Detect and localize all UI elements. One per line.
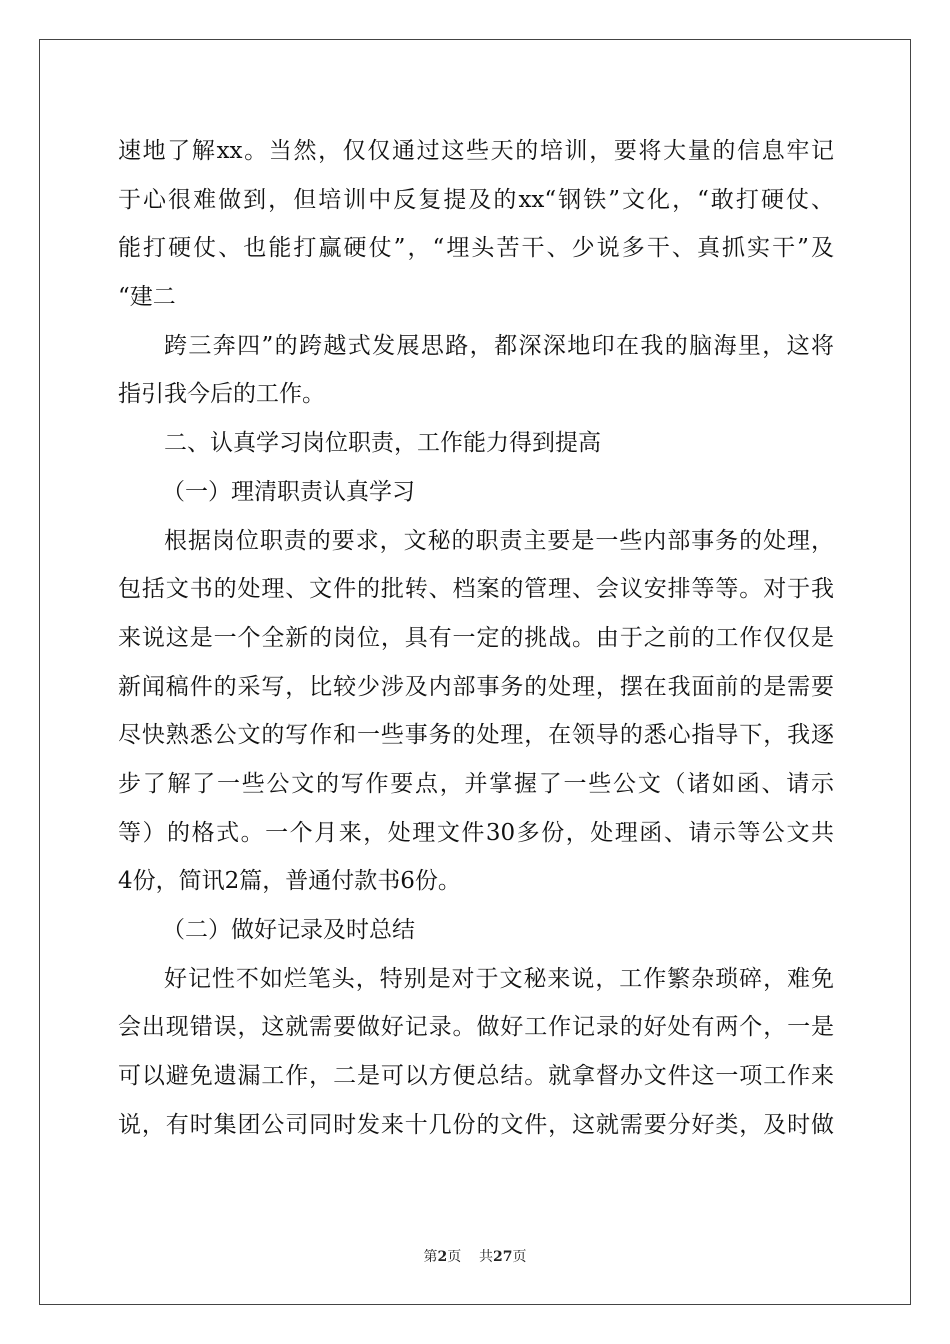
text-line: 可以避免遗漏工作，二是可以方便总结。就拿督办文件这一项工作来 xyxy=(118,1063,834,1090)
total-prefix: 共 xyxy=(479,1249,494,1265)
text-line: 会出现错误，这就需要做好记录。做好工作记录的好处有两个，一是 xyxy=(118,1014,834,1041)
subsection-heading: （一）理清职责认真学习 xyxy=(162,478,415,505)
text-line: 包括文书的处理、文件的批转、档案的管理、会议安排等等。对于我 xyxy=(118,576,834,603)
text-line: “建二 xyxy=(118,284,176,311)
text-line: 等）的格式。一个月来，处理文件30多份，处理函、请示等公文共 xyxy=(118,819,834,846)
text-line: 指引我今后的工作。 xyxy=(118,381,325,408)
text-line: 新闻稿件的采写，比较少涉及内部事务的处理，摆在我面前的是需要 xyxy=(118,673,834,700)
text-line: 于心很难做到，但培训中反复提及的xx“钢铁”文化，“敢打硬仗、 xyxy=(118,186,834,213)
text-line: 4份，简讯2篇，普通付款书6份。 xyxy=(118,868,461,895)
text-line: 跨三奔四”的跨越式发展思路，都深深地印在我的脑海里，这将 xyxy=(164,332,834,359)
text-line: 尽快熟悉公文的写作和一些事务的处理，在领导的悉心指导下，我逐 xyxy=(118,722,834,749)
text-line: 速地了解xx。当然，仅仅通过这些天的培训，要将大量的信息牢记 xyxy=(118,138,834,164)
document-body xyxy=(118,127,834,1149)
text-line: 步了解了一些公文的写作要点，并掌握了一些公文（诸如函、请示 xyxy=(118,770,834,797)
page-suffix: 页 xyxy=(447,1249,462,1265)
text-line: 好记性不如烂笔头，特别是对于文秘来说，工作繁杂琐碎，难免 xyxy=(164,965,834,992)
text-line: 根据岗位职责的要求，文秘的职责主要是一些内部事务的处理， xyxy=(164,527,834,554)
section-heading: 二、认真学习岗位职责，工作能力得到提高 xyxy=(164,430,601,457)
text-line: 来说这是一个全新的岗位，具有一定的挑战。由于之前的工作仅仅是 xyxy=(118,624,834,651)
subsection-heading: （二）做好记录及时总结 xyxy=(162,917,415,943)
page-prefix: 第 xyxy=(423,1249,438,1265)
total-pages: 27 xyxy=(493,1249,513,1265)
page-footer xyxy=(0,1247,950,1267)
text-line: 能打硬仗、也能打赢硬仗”，“埋头苦干、少说多干、真抓实干”及 xyxy=(118,235,834,262)
total-suffix: 页 xyxy=(512,1249,527,1265)
text-line: 说，有时集团公司同时发来十几份的文件，这就需要分好类，及时做 xyxy=(118,1111,834,1138)
page-number: 2 xyxy=(437,1249,448,1265)
